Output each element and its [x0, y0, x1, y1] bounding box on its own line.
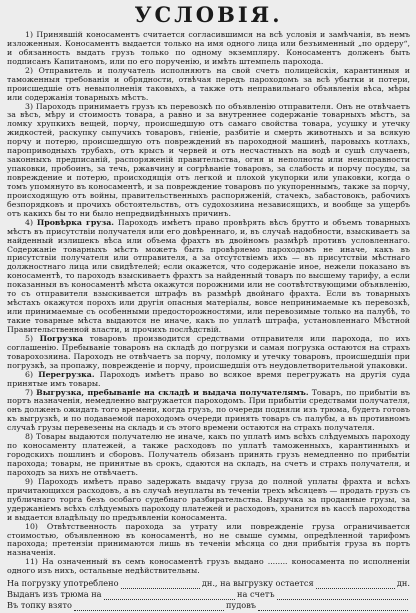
condition-text: Отвѣтственность парохода за утрату или поврежденіе груза ограничивается стоимостью, объявленною въ коносаментѣ, но не свыше суммы, опредѣленной тарифомъ парохода; претензіи принимаются лишь въ теченіи мѣсяца со дня прибытія груза въ портъ назначенія.: [7, 521, 410, 558]
condition-paragraph: [7, 335, 410, 371]
condition-heading: Погрузка: [39, 333, 84, 343]
condition-number: 9): [25, 476, 34, 486]
form-blank: [104, 592, 235, 600]
condition-text: Отправитель и получатель исполняютъ на свой счетъ полицейскія, карантинныя и таможенныя требованія и обрядности, отвѣчая передъ пароходомъ за всѣ убытки и потери, происшедшіе отъ невыполненія таковыхъ, а также отъ неправильнаго объявленія вѣса, мѣры или содержанія товарныхъ мѣстъ.: [7, 65, 410, 102]
document-title: УСЛОВІЯ.: [134, 2, 283, 27]
conditions-body: [7, 31, 410, 576]
condition-paragraph: [7, 558, 410, 576]
condition-number: 10): [25, 521, 38, 531]
condition-text: Пароходъ имѣетъ право провѣрять вѣсъ брутто и объемъ товарныхъ мѣстъ въ присутствіи получателя или его довѣреннаго, и, въ случаѣ надобности, взыскиваетъ за найденный излишекъ вѣса или объема фрахтъ въ двойномъ размѣрѣ противъ условленнаго. Содержаніе товарныхъ мѣстъ можетъ быть провѣряемо пароходомъ не иначе, какъ въ присутствіи получателя или отправителя, а за отсутствіемъ ихъ — въ присутствіи мѣстнаго должностнаго лица или свидѣтелей; если окажется, что содержаніе иное, нежели показано въ коносаментѣ, то пароходъ взыскиваетъ фрахтъ за найденный товаръ по высшему тарифу, а если показанныя въ коносаментѣ мѣста окажутся порожними или не соотвѣтствующими объявленію, то съ отправителя взыскивается штрафъ въ размѣрѣ двойнаго фрахта. Если въ товарныхъ мѣстахъ окажутся порохъ или другія опасныя матеріалы, вовсе непринимаемые къ перевозкѣ, или принимаемые съ особенными предосторожностями, или перевозимые только на палубѣ, то такие товарные мѣста выдаются не иначе, какъ по уплатѣ штрафа, установленнаго Мѣстной Правительственной власти, и прочихъ послѣдствій.: [7, 217, 411, 334]
form-label: на счетъ: [237, 589, 275, 600]
condition-paragraph: [7, 478, 410, 523]
condition-paragraph: [7, 433, 410, 478]
condition-number: 2): [25, 65, 34, 75]
condition-number: 6): [25, 369, 34, 379]
condition-text: Пароходъ принимаетъ грузъ къ перевозкѣ по объявленію отправителя. Онъ не отвѣчаетъ за вѣсъ, мѣру и стоимость товара, а равно и за внутреннее содержаніе товарныхъ мѣстъ, за ломку хрупкихъ вещей, порчу, происшедшую отъ самаго свойства товара, усушку и утечку жидкостей, раскупку сыпучихъ товаровъ, гніеніе, разбитіе и смерть животныхъ и за всякую порчу и потерю, происшедшую отъ повреждений въ пароходной машинѣ, паровыхъ котлахъ, пароприводныхъ трубахъ, отъ крысъ и червей и отъ несчастныхъ на водѣ и сушѣ случаевъ, законныхъ предписаній, распоряженій правительства, огня и неполноты или неисправности упаковки, пробоинъ, за течь, ржавчину и согрѣваніе товаровъ, за слабость и порчу посуды, за повреждение и потерю, происходящія отъ легкой и плохой укупорки или упаковки, когда о томъ упомянуто въ коносаментѣ, и за повреждение товаровъ по укупореннымъ, также за порчу, происходящую отъ войны, правительственныхъ распоряженій, стачекъ, забастовокъ, рабочихъ безпорядковъ и прочихъ обстоятельствъ, отъ судохозяина независящихъ, и вообще за ущербъ отъ какихъ бы то ни было непредвидѣнныхъ причинъ.: [7, 101, 411, 218]
condition-text: Товары выдаются получателю не иначе, какъ по уплатѣ имъ всѣхъ слѣдуемыхъ пароходу по коносаменту платежей, а также расходовъ по уплатѣ таможенныхъ, карантинныхъ и городскихъ пошлинъ и сборовъ. Получатель обязанъ принять грузъ немедленно по прибытіи парохода; товары, не принятые въ срокъ, сдаются на складъ, на счетъ и страхъ получателя, и пароходъ за нихъ не отвѣчаетъ.: [7, 432, 411, 477]
form-label: На погрузку употреблено: [7, 578, 119, 589]
condition-paragraph: [7, 371, 410, 389]
condition-paragraph: [7, 523, 410, 559]
condition-number: 11): [25, 557, 38, 567]
condition-text: На означенный въ семъ коносаментѣ грузъ выдано ........ коносамента по исполненіи одного изъ нихъ, остальные недѣйствительны.: [7, 557, 410, 576]
condition-text: Пароходъ имѣетъ право задержать выдачу груза до полной уплаты фрахта и всѣхъ причитающихся расходовъ, а въ случаѣ неуплаты въ теченіи трехъ мѣсяцевъ — продать грузъ съ публичнаго торга безъ особаго судебнаго разбирательства. Выручка за проданные грузы, за удержаніемъ всѣхъ слѣдуемыхъ пароходу платежей и расходовъ, хранится въ кассѣ пароходства и выдается владѣльцу по предъявленіи коносамента.: [7, 476, 410, 522]
form-blank: [258, 603, 408, 611]
condition-paragraph: [7, 67, 410, 103]
form-label: Выданъ изъ трюма на: [7, 589, 102, 600]
condition-paragraph: [7, 31, 410, 67]
condition-text: товаровъ производится средствами отправителя или парохода, по ихъ соглашенію. Пребываніе товаровъ на складѣ до погрузки и самая погрузка остаются на страхъ товарохозяина. Пароходъ не отвѣчаетъ за порчу, поломку и утечку товаровъ, происшедшія при погрузкѣ, за пропажу, поврежденіе и порчу, происшедшія отъ неудовлетворительной упаковки.: [7, 333, 411, 370]
form-line: [7, 578, 410, 589]
condition-paragraph: [7, 389, 410, 434]
condition-number: 5): [25, 333, 34, 343]
form-label: дн., на выгрузку остается: [201, 578, 314, 589]
condition-heading: Провѣрка груза.: [36, 217, 115, 227]
condition-paragraph: [7, 219, 410, 335]
condition-text: Пароходъ имѣетъ право во всякое время перегружать на другія суда принятые имъ товары.: [7, 369, 410, 388]
form-line: [7, 600, 410, 611]
footer-form: [7, 578, 410, 611]
form-line: [7, 589, 410, 600]
condition-number: 8): [25, 432, 34, 442]
condition-text: Товаръ, по прибытіи въ портъ назначенія, немедленно выгружается пароходомъ. При прибытіи средствами получателя, онъ долженъ ожидать того времени, когда грузъ, по очереди подняли изъ трюма, будетъ готовъ къ выгрузкѣ, и по подаваемой пароходомъ очереди принять товаръ съ палубы, а въ противномъ случаѣ грузы перевезены на складъ и съ этого времени остаются на страхъ получателя.: [7, 387, 410, 433]
condition-paragraph: [7, 103, 410, 219]
form-blank: [277, 592, 408, 600]
form-label: пудовъ: [225, 600, 257, 611]
condition-text: Принявшій коносаментъ считается согласившимся на всѣ условія и замѣчанія, въ немъ изложенныя. Коносаментъ выдается только на имя одного лица или безъименный „по ордеру“, и обязанность выдать грузъ только по одному экземпляру. Коносаментъ долженъ быть подписанъ Капитаномъ, или по его порученію, и имѣть штемпель парохода.: [7, 30, 410, 66]
condition-number: 4): [25, 217, 34, 227]
condition-number: 3): [25, 101, 34, 111]
condition-heading: Перегрузка.: [38, 369, 95, 379]
form-blank: [74, 603, 224, 611]
condition-heading: Выгрузка, пребываніе на складѣ и выдача получателямъ.: [36, 387, 309, 397]
condition-number: 7): [25, 387, 34, 397]
form-label: дн.: [396, 578, 410, 589]
form-blank: [121, 581, 200, 589]
form-blank: [316, 581, 395, 589]
condition-number: 1): [25, 30, 34, 39]
form-label: Въ топку взято: [7, 600, 72, 611]
